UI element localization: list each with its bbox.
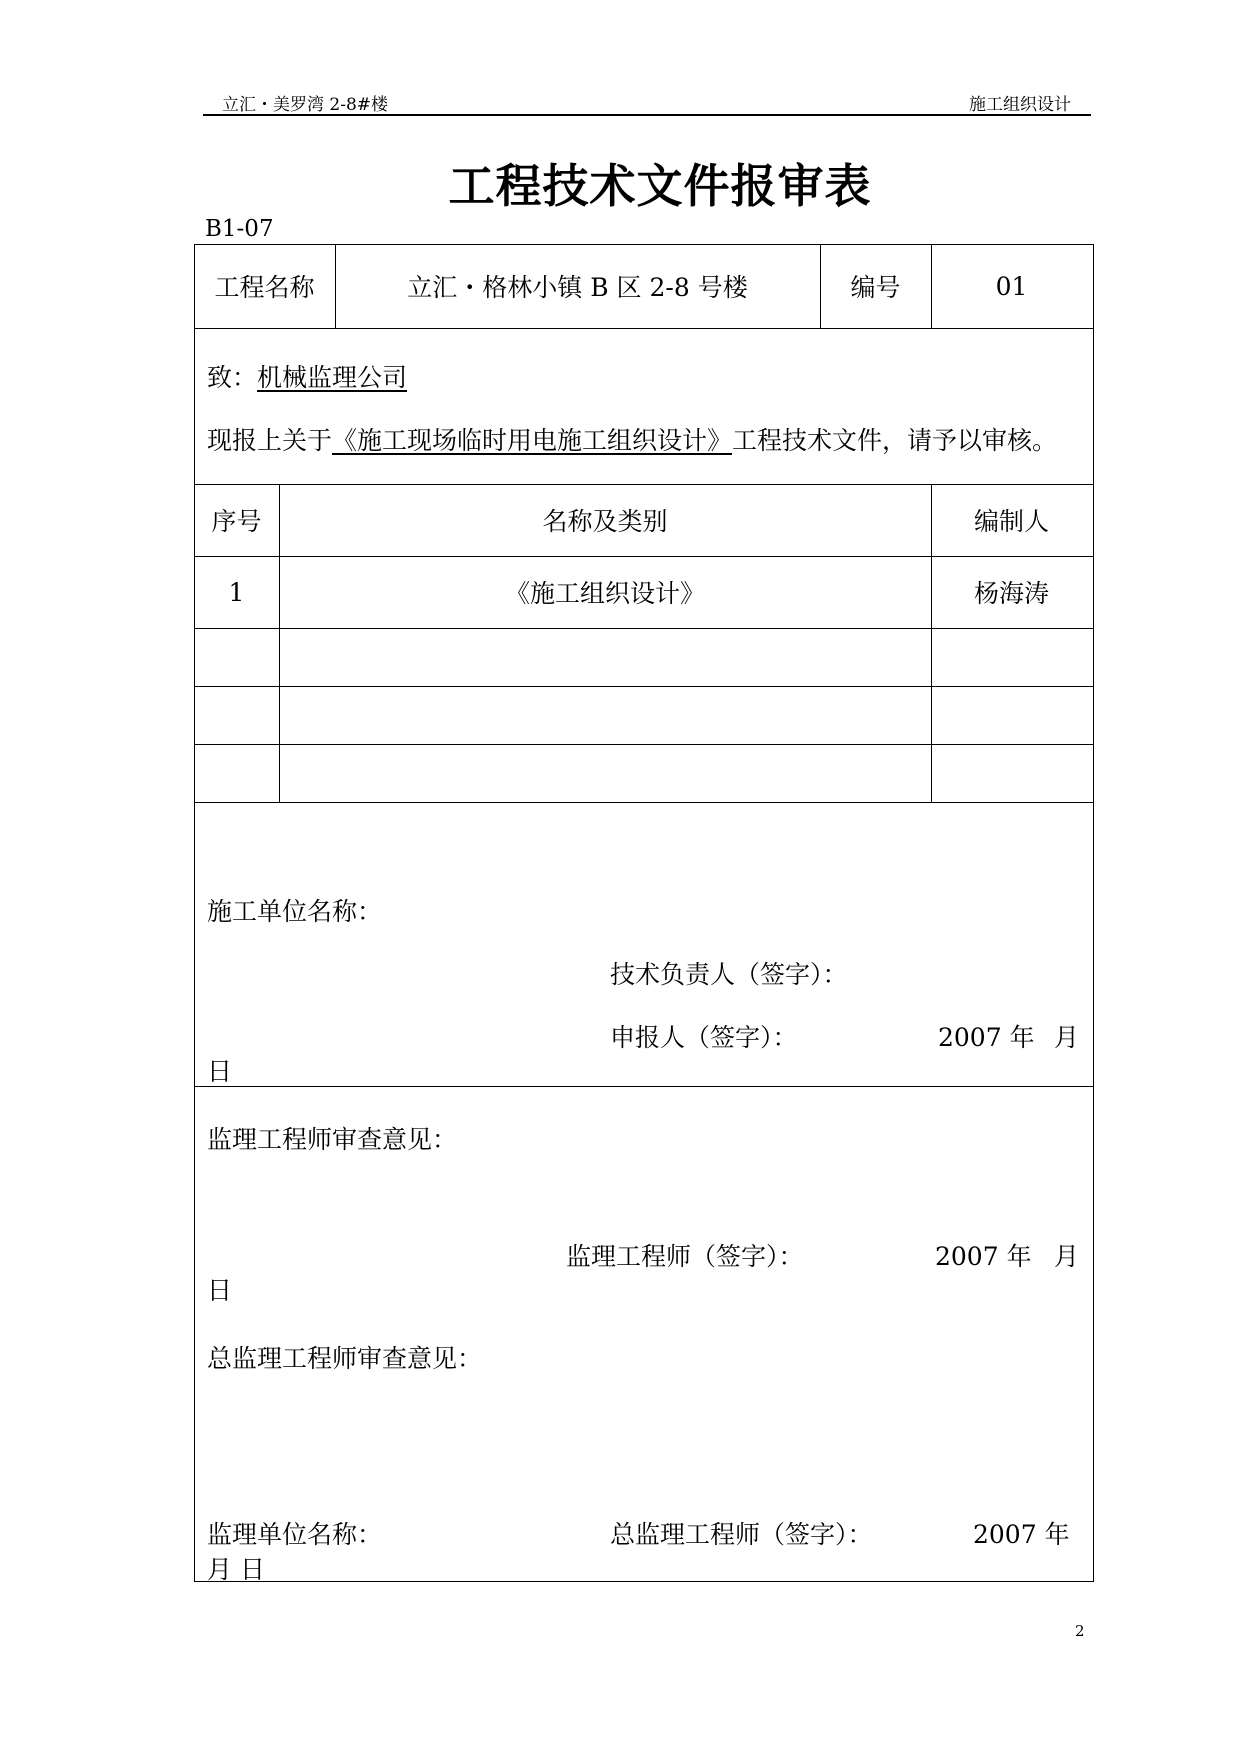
row-2-index xyxy=(194,628,279,686)
reporter-sign-label: 申报人（签字）： xyxy=(610,1023,798,1052)
grid-line xyxy=(194,802,1094,803)
row-1-author: 杨海涛 xyxy=(973,579,1049,608)
form-code: B1-07 xyxy=(205,216,274,242)
col-header-name: 名称及类别 xyxy=(542,507,668,536)
supervisor-date-day: 日 xyxy=(207,1276,233,1305)
contractor-date-day: 日 xyxy=(207,1057,233,1086)
page-number: 2 xyxy=(1075,1622,1085,1640)
row-1-index: 1 xyxy=(228,577,245,607)
number-label: 编号 xyxy=(850,273,901,302)
row-3-index xyxy=(194,686,279,744)
submission-statement xyxy=(207,421,1057,457)
contractor-date-month: 月 xyxy=(1054,1023,1080,1052)
addressee-line xyxy=(207,358,407,394)
running-header-section: 施工组织设计 xyxy=(969,95,1071,115)
running-header-project: 立汇・美罗湾 2-8#楼 xyxy=(222,95,389,115)
chief-supervisor-date-month-day: 月 日 xyxy=(207,1555,265,1584)
addressee-prefix: 致： xyxy=(207,363,258,392)
supervisor-opinion-label: 监理工程师审查意见： xyxy=(207,1125,458,1154)
tech-lead-sign-label: 技术负责人（签字）： xyxy=(610,960,848,989)
row-3-name xyxy=(279,686,931,744)
grid-line xyxy=(194,328,1094,329)
chief-supervisor-opinion-label: 总监理工程师审查意见： xyxy=(207,1344,483,1373)
header-rule xyxy=(203,114,1091,116)
contractor-unit-label: 施工单位名称： xyxy=(207,897,383,926)
statement-prefix: 现报上关于 xyxy=(207,426,333,455)
chief-supervisor-sign-label: 总监理工程师（签字）： xyxy=(610,1520,873,1549)
row-4-author xyxy=(931,744,1092,802)
row-3-author xyxy=(931,686,1092,744)
number-value: 01 xyxy=(995,271,1028,301)
contractor-date-year: 2007 年 xyxy=(938,1023,1035,1052)
statement-suffix: 工程技术文件，请予以审核。 xyxy=(732,426,1058,455)
page-title: 工程技术文件报审表 xyxy=(448,159,872,213)
row-4-name xyxy=(279,744,931,802)
statement-document: 《施工现场临时用电施工组织设计》 xyxy=(332,426,733,455)
supervisor-sign-label: 监理工程师（签字）： xyxy=(566,1242,804,1271)
chief-supervisor-date-year: 2007 年 xyxy=(973,1520,1070,1549)
supervisor-date-year: 2007 年 xyxy=(935,1242,1032,1271)
row-4-index xyxy=(194,744,279,802)
row-2-author xyxy=(931,628,1092,686)
col-header-author: 编制人 xyxy=(973,507,1049,536)
project-name-value: 立汇・格林小镇 B 区 2-8 号楼 xyxy=(407,273,748,302)
supervision-unit-label: 监理单位名称： xyxy=(207,1520,383,1549)
row-2-name xyxy=(279,628,931,686)
grid-line xyxy=(194,1086,1094,1087)
project-name-label: 工程名称 xyxy=(214,273,315,302)
col-header-index: 序号 xyxy=(211,507,262,536)
row-1-name: 《施工组织设计》 xyxy=(504,579,705,608)
addressee-company: 机械监理公司 xyxy=(257,363,408,392)
supervisor-date-month: 月 xyxy=(1054,1242,1080,1271)
